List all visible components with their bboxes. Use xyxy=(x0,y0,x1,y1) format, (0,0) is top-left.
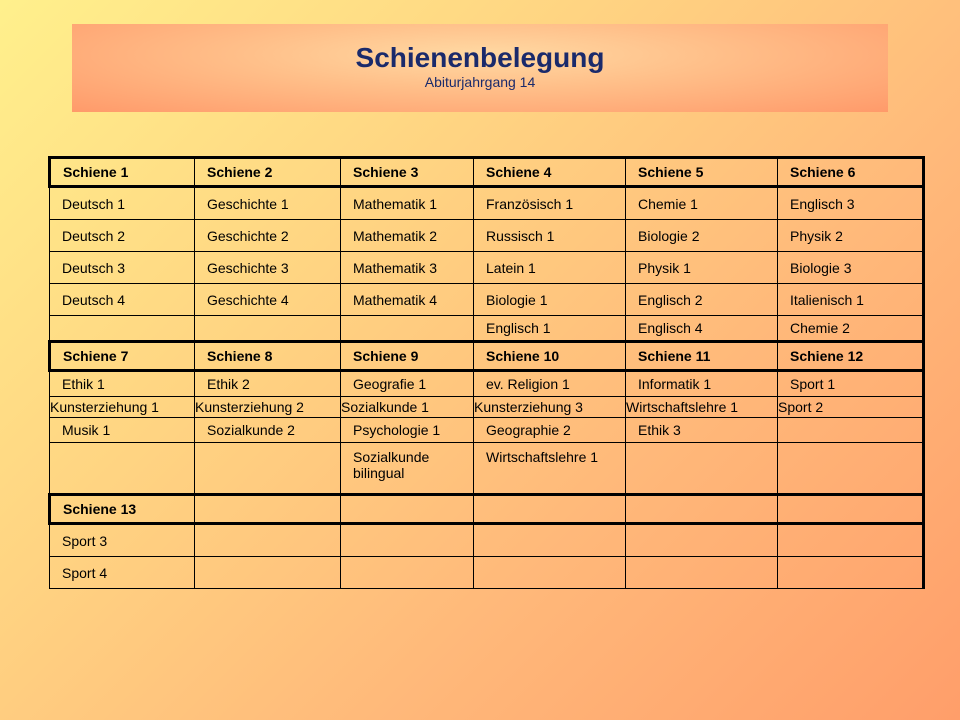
table-cell xyxy=(50,316,195,342)
table-cell xyxy=(474,557,626,589)
table-cell: Englisch 4 xyxy=(626,316,778,342)
table-cell: Biologie 2 xyxy=(626,220,778,252)
table-cell xyxy=(195,524,341,557)
table-cell: Musik 1 xyxy=(50,418,195,443)
header-cell: Schiene 13 xyxy=(50,495,195,524)
table-cell: Latein 1 xyxy=(474,252,626,284)
table-row xyxy=(50,371,924,397)
header-cell: Schiene 10 xyxy=(474,342,626,371)
table-cell: Italienisch 1 xyxy=(778,284,924,316)
table-cell: Biologie 1 xyxy=(474,284,626,316)
table-cell: Ethik 3 xyxy=(626,418,778,443)
table-cell: Sport 4 xyxy=(50,557,195,589)
table-cell: Geografie 1 xyxy=(341,371,474,397)
table-cell: Sozialkunde 2 xyxy=(195,418,341,443)
table-cell: Kunsterziehung 2 xyxy=(195,397,341,418)
table-cell: Ethik 2 xyxy=(195,371,341,397)
table-cell: ev. Religion 1 xyxy=(474,371,626,397)
table-cell xyxy=(195,316,341,342)
table-cell: Sport 3 xyxy=(50,524,195,557)
table-cell xyxy=(341,524,474,557)
header-cell: Schiene 3 xyxy=(341,158,474,187)
table-cell xyxy=(341,557,474,589)
table-cell xyxy=(778,418,924,443)
table-cell xyxy=(778,443,924,495)
table-cell xyxy=(195,443,341,495)
table-row xyxy=(50,316,924,342)
table-cell xyxy=(626,557,778,589)
table-cell: Deutsch 4 xyxy=(50,284,195,316)
table-cell: Geschichte 3 xyxy=(195,252,341,284)
header-cell xyxy=(195,495,341,524)
table-cell: Biologie 3 xyxy=(778,252,924,284)
table-cell: Geschichte 4 xyxy=(195,284,341,316)
table-cell xyxy=(195,557,341,589)
table-cell: Mathematik 2 xyxy=(341,220,474,252)
table-cell: Psychologie 1 xyxy=(341,418,474,443)
header-cell: Schiene 9 xyxy=(341,342,474,371)
header-cell: Schiene 4 xyxy=(474,158,626,187)
table-row xyxy=(50,524,924,557)
table-cell: Wirtschaftslehre 1 xyxy=(626,397,778,418)
table-cell: Informatik 1 xyxy=(626,371,778,397)
table-row xyxy=(50,284,924,316)
title-banner xyxy=(72,24,888,112)
header-cell: Schiene 2 xyxy=(195,158,341,187)
table-cell xyxy=(341,316,474,342)
table-cell: Sozialkunde 1 xyxy=(341,397,474,418)
header-cell xyxy=(778,495,924,524)
table-cell xyxy=(50,443,195,495)
header-cell: Schiene 5 xyxy=(626,158,778,187)
table-cell: Englisch 3 xyxy=(778,187,924,220)
table-cell: Chemie 2 xyxy=(778,316,924,342)
table-cell: Deutsch 2 xyxy=(50,220,195,252)
table-cell: Deutsch 1 xyxy=(50,187,195,220)
table-cell xyxy=(778,524,924,557)
header-row-1 xyxy=(50,158,924,187)
table-cell: Wirtschaftslehre 1 xyxy=(474,443,626,495)
table-cell: Sozialkunde bilingual xyxy=(341,443,474,495)
table-cell: Geschichte 2 xyxy=(195,220,341,252)
header-row-2 xyxy=(50,342,924,371)
table-cell: Kunsterziehung 3 xyxy=(474,397,626,418)
table-cell: Physik 1 xyxy=(626,252,778,284)
table-cell: Französisch 1 xyxy=(474,187,626,220)
table-cell: Geographie 2 xyxy=(474,418,626,443)
table-cell xyxy=(626,524,778,557)
header-cell: Schiene 6 xyxy=(778,158,924,187)
header-cell: Schiene 1 xyxy=(50,158,195,187)
table-cell xyxy=(626,443,778,495)
table-cell xyxy=(474,524,626,557)
table-cell xyxy=(778,557,924,589)
page-subtitle: Abiturjahrgang 14 xyxy=(424,74,536,90)
schedule-table xyxy=(48,156,925,589)
header-cell: Schiene 11 xyxy=(626,342,778,371)
table-cell: Sport 1 xyxy=(778,371,924,397)
table-cell: Mathematik 3 xyxy=(341,252,474,284)
header-cell xyxy=(474,495,626,524)
table-cell: Ethik 1 xyxy=(50,371,195,397)
header-cell: Schiene 8 xyxy=(195,342,341,371)
table-cell: Physik 2 xyxy=(778,220,924,252)
table-row xyxy=(50,252,924,284)
table-cell: Mathematik 1 xyxy=(341,187,474,220)
table-row xyxy=(50,397,924,418)
page-title: Schienenbelegung xyxy=(355,42,605,73)
header-cell: Schiene 12 xyxy=(778,342,924,371)
table-row xyxy=(50,557,924,589)
table-cell: Russisch 1 xyxy=(474,220,626,252)
table-cell: Geschichte 1 xyxy=(195,187,341,220)
table-cell: Englisch 1 xyxy=(474,316,626,342)
table-cell: Deutsch 3 xyxy=(50,252,195,284)
table-cell: Chemie 1 xyxy=(626,187,778,220)
header-cell xyxy=(341,495,474,524)
table-cell: Mathematik 4 xyxy=(341,284,474,316)
table-row xyxy=(50,443,924,495)
table-cell: Kunsterziehung 1 xyxy=(50,397,195,418)
table-cell: Sport 2 xyxy=(778,397,924,418)
table-cell: Englisch 2 xyxy=(626,284,778,316)
header-cell: Schiene 7 xyxy=(50,342,195,371)
table-row xyxy=(50,418,924,443)
table-row xyxy=(50,187,924,220)
header-row-3 xyxy=(50,495,924,524)
header-cell xyxy=(626,495,778,524)
table-row xyxy=(50,220,924,252)
